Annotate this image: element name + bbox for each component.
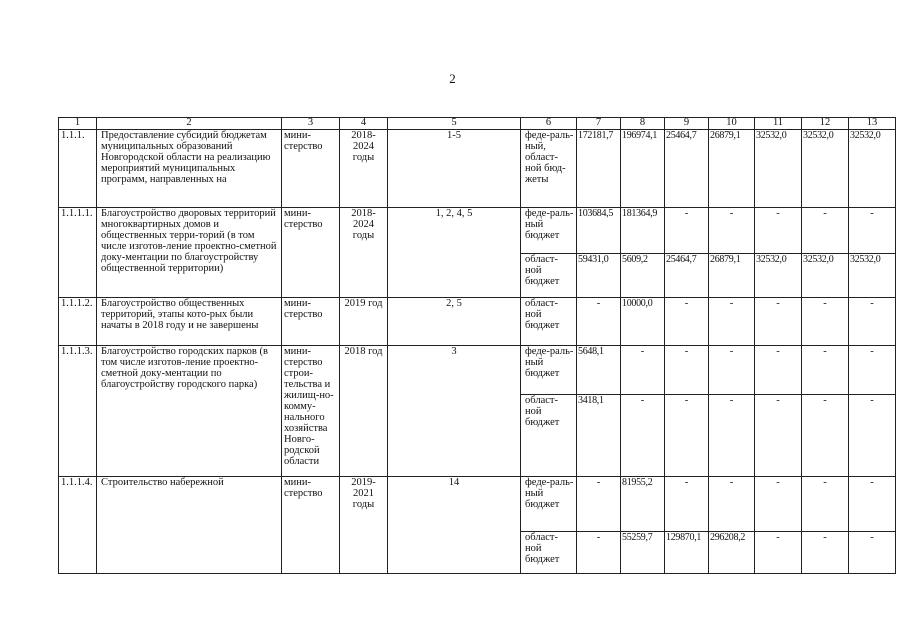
row-targets: 14 [388,477,521,574]
row-source: област-ной бюджет [521,254,577,298]
column-header-row [59,118,896,130]
row-period: 2019 год [340,298,388,346]
row-code: 1.1.1. [59,130,97,208]
row-name: Строительство набережной [97,477,282,574]
value-cell: 32532,0 [849,130,896,208]
value-cell: - [802,346,849,395]
row-source: феде-раль-ный, област-ной бюд-жеты [521,130,577,208]
row-targets: 1, 2, 4, 5 [388,208,521,298]
row-executor: мини-стерство строи-тельства и жилищ-но-комму-нального хозяйства Новго-родской области [282,346,340,477]
row-name [97,130,282,208]
row-period: 2018-2024 годы [340,208,388,298]
value-cell: 32532,0 [755,130,802,208]
value-cell: 103684,5 [577,208,621,254]
column-header: 13 [849,118,896,130]
row-code: 1.1.1.2. [59,298,97,346]
value-cell: - [755,208,802,254]
value-cell: - [755,395,802,477]
value-cell: 81955,2 [621,477,665,532]
column-header: 2 [97,118,282,130]
column-header: 1 [59,118,97,130]
value-cell: - [621,346,665,395]
column-header: 12 [802,118,849,130]
row-source: феде-раль-ный бюджет [521,477,577,532]
value-cell: - [621,395,665,477]
value-cell: - [665,346,709,395]
row-period: 2018-2024 годы [340,130,388,208]
page-number: 2 [449,71,456,86]
row-source: феде-раль-ный бюджет [521,208,577,254]
row-targets: 1-5 [388,130,521,208]
row-period: 2018 год [340,346,388,477]
value-cell: - [849,477,896,532]
value-cell: 181364,9 [621,208,665,254]
value-cell: 32532,0 [755,254,802,298]
table-row [59,477,896,532]
value-cell: - [577,298,621,346]
value-cell: - [709,208,755,254]
row-targets: 2, 5 [388,298,521,346]
row-name-text: Предоставление субсидий бюджетам муниципальных образований Новгородской области на реализацию мероприятий муниципальных программ, направленных на [101,130,271,185]
column-header: 8 [621,118,665,130]
value-cell: 55259,7 [621,532,665,574]
row-executor: мини-стерство [282,298,340,346]
value-cell: 25464,7 [665,130,709,208]
value-cell: 32532,0 [802,130,849,208]
value-cell: - [665,208,709,254]
value-cell: - [802,477,849,532]
row-name: Благоустройство дворовых территорий многоквартирных домов и общественных терри-торий (в том числе изготов-ление проектно-сметной доку-ментации по благоустройству общественной территории) [97,208,282,298]
value-cell: 3418,1 [577,395,621,477]
row-code: 1.1.1.1. [59,208,97,298]
row-executor: мини-стерство [282,130,340,208]
value-cell: - [665,395,709,477]
value-cell: - [665,298,709,346]
value-cell: - [577,477,621,532]
column-header: 7 [577,118,621,130]
table-row [59,208,896,254]
column-header: 6 [521,118,577,130]
value-cell: 26879,1 [709,130,755,208]
row-period: 2019-2021 годы [340,477,388,574]
value-cell: 10000,0 [621,298,665,346]
value-cell: - [755,532,802,574]
value-cell: 32532,0 [802,254,849,298]
column-header: 11 [755,118,802,130]
value-cell: 59431,0 [577,254,621,298]
value-cell: - [665,477,709,532]
row-executor: мини-стерство [282,208,340,298]
row-executor: мини-стерство [282,477,340,574]
row-source: област-ной бюджет [521,298,577,346]
row-source: феде-раль-ный бюджет [521,346,577,395]
value-cell: 196974,1 [621,130,665,208]
value-cell: - [755,346,802,395]
value-cell: - [802,395,849,477]
budget-table [58,117,896,574]
value-cell: - [802,208,849,254]
value-cell: - [709,395,755,477]
value-cell: 129870,1 [665,532,709,574]
table-row [59,298,896,346]
value-cell: - [709,477,755,532]
value-cell: - [709,346,755,395]
value-cell: 5648,1 [577,346,621,395]
value-cell: - [755,477,802,532]
value-cell: - [802,298,849,346]
column-header: 4 [340,118,388,130]
column-header: 10 [709,118,755,130]
value-cell: - [577,532,621,574]
column-header: 3 [282,118,340,130]
value-cell: 296208,2 [709,532,755,574]
value-cell: 5609,2 [621,254,665,298]
value-cell: 25464,7 [665,254,709,298]
value-cell: - [755,298,802,346]
column-header: 9 [665,118,709,130]
row-code: 1.1.1.4. [59,477,97,574]
column-header: 5 [388,118,521,130]
value-cell: - [849,532,896,574]
row-source: област-ной бюджет [521,395,577,477]
row-source: област-ной бюджет [521,532,577,574]
row-code: 1.1.1.3. [59,346,97,477]
row-targets: 3 [388,346,521,477]
row-name: Благоустройство городских парков (в том числе изготов-ление проектно-сметной доку-ментации по благоустройству городского парка) [97,346,282,477]
value-cell: 32532,0 [849,254,896,298]
value-cell: - [849,395,896,477]
value-cell: 172181,7 [577,130,621,208]
value-cell: - [709,298,755,346]
value-cell: 26879,1 [709,254,755,298]
value-cell: - [849,298,896,346]
value-cell: - [849,208,896,254]
table-row [59,130,896,208]
value-cell: - [849,346,896,395]
value-cell: - [802,532,849,574]
table-row [59,346,896,395]
row-name: Благоустройство общественных территорий, этапы кото-рых были начаты в 2018 году и не завершены [97,298,282,346]
